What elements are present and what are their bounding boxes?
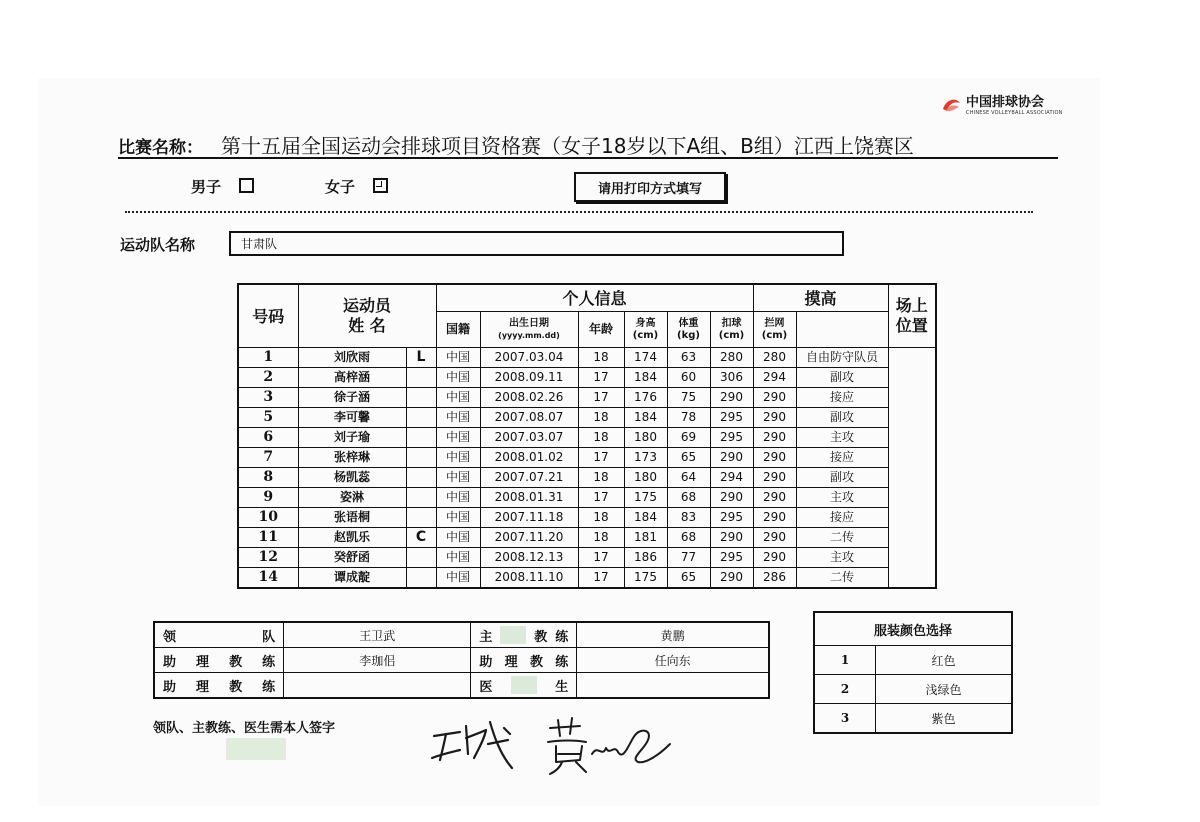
- asst-coach-value-1[interactable]: 李珈佀: [284, 648, 471, 673]
- player-number: 9: [238, 488, 298, 508]
- player-nationality: 中国: [436, 508, 480, 528]
- player-height: 180: [624, 468, 667, 488]
- competition-row: [118, 130, 914, 159]
- leader-label-2: 队: [262, 629, 276, 645]
- player-nationality: 中国: [436, 528, 480, 548]
- asst-coach-label-2: [471, 648, 577, 673]
- asst-coach-label-1: [154, 648, 284, 673]
- player-age: 18: [578, 468, 624, 488]
- player-nationality: 中国: [436, 448, 480, 468]
- player-height: 175: [624, 568, 667, 589]
- asst-2-c2: 理: [504, 654, 518, 670]
- player-number: 2: [238, 368, 298, 388]
- gender-male-label: 男子: [191, 178, 222, 196]
- player-name: 高梓涵: [298, 368, 406, 388]
- player-spike-reach: 294: [710, 468, 753, 488]
- player-position: 接应: [796, 388, 888, 408]
- player-age: 17: [578, 368, 624, 388]
- player-number: 7: [238, 448, 298, 468]
- table-row: [238, 448, 936, 468]
- player-height: 186: [624, 548, 667, 568]
- player-spike-reach: 290: [710, 528, 753, 548]
- player-role-mark: [406, 448, 436, 468]
- player-weight: 60: [667, 368, 710, 388]
- gender-female-label: 女子: [325, 178, 356, 196]
- player-block-reach: 286: [753, 568, 796, 589]
- player-block-reach: 290: [753, 408, 796, 428]
- asst-coach-value-2[interactable]: 任向东: [577, 648, 769, 673]
- header-number: 号码: [238, 284, 298, 348]
- header-height-label: 身高: [635, 317, 656, 329]
- asst-2-c1: 助: [479, 654, 493, 670]
- asst-2-c4: 练: [555, 654, 569, 670]
- player-nationality: 中国: [436, 428, 480, 448]
- player-position: 接应: [796, 448, 888, 468]
- player-birthdate: 2008.01.02: [480, 448, 578, 468]
- player-nationality: 中国: [436, 568, 480, 589]
- player-nationality: 中国: [436, 348, 480, 368]
- player-name: 刘子瑜: [298, 428, 406, 448]
- gender-female[interactable]: [325, 176, 388, 197]
- player-role-mark: [406, 428, 436, 448]
- player-block-reach: 280: [753, 348, 796, 368]
- player-weight: 78: [667, 408, 710, 428]
- player-spike-reach: 295: [710, 548, 753, 568]
- player-spike-reach: 290: [710, 388, 753, 408]
- header-weight-label: 体重: [678, 317, 699, 329]
- player-nationality: 中国: [436, 408, 480, 428]
- table-row: [238, 408, 936, 428]
- head-coach-label-2: 教: [534, 629, 548, 645]
- head-coach-label: [471, 622, 577, 648]
- player-position: 二传: [796, 528, 888, 548]
- player-block-reach: 294: [753, 368, 796, 388]
- player-age: 17: [578, 388, 624, 408]
- player-age: 17: [578, 548, 624, 568]
- player-role-mark: [406, 548, 436, 568]
- header-athlete: [298, 284, 436, 348]
- player-name: 张语桐: [298, 508, 406, 528]
- team-label: 运动队名称: [120, 236, 196, 254]
- header-birth-format: (yyyy.mm.dd): [498, 330, 560, 340]
- header-block-label: 拦网: [764, 317, 785, 329]
- female-checkbox-checked-icon[interactable]: [373, 178, 388, 193]
- uniform-color-table: [813, 611, 1013, 734]
- asst-3-c3: 教: [229, 679, 243, 695]
- color-option-3[interactable]: 紫色: [876, 704, 1013, 734]
- header-reach: 摸高: [753, 284, 888, 312]
- player-number: 11: [238, 528, 298, 548]
- player-number: 10: [238, 508, 298, 528]
- asst-1-c4: 练: [262, 654, 276, 670]
- player-name: 张梓琳: [298, 448, 406, 468]
- player-nationality: 中国: [436, 368, 480, 388]
- header-weight: [667, 312, 710, 348]
- header-personal-info: 个人信息: [436, 284, 753, 312]
- dotted-divider: [125, 211, 1033, 213]
- roster-table: [237, 283, 937, 589]
- player-spike-reach: 280: [710, 348, 753, 368]
- handwritten-signatures: [430, 714, 680, 776]
- gender-male[interactable]: [191, 176, 254, 197]
- header-birth: [480, 312, 578, 348]
- player-height: 180: [624, 428, 667, 448]
- player-birthdate: 2008.11.10: [480, 568, 578, 589]
- color-index-1: 1: [814, 646, 876, 675]
- player-number: 5: [238, 408, 298, 428]
- player-birthdate: 2008.12.13: [480, 548, 578, 568]
- leader-label: [154, 622, 284, 648]
- color-option-2[interactable]: 浅绿色: [876, 675, 1013, 704]
- player-role-mark: L: [406, 348, 436, 368]
- player-position: 主攻: [796, 548, 888, 568]
- player-role-mark: [406, 408, 436, 428]
- header-block-unit: (cm): [761, 329, 788, 341]
- player-birthdate: 2007.03.04: [480, 348, 578, 368]
- table-row: [238, 568, 936, 589]
- header-nationality: 国籍: [436, 312, 480, 348]
- player-spike-reach: 290: [710, 448, 753, 468]
- player-age: 18: [578, 528, 624, 548]
- competition-label: 比赛名称：: [118, 138, 203, 158]
- player-age: 18: [578, 428, 624, 448]
- header-weight-unit: (kg): [677, 329, 700, 341]
- player-position: 主攻: [796, 488, 888, 508]
- player-weight: 75: [667, 388, 710, 408]
- player-name: 李可馨: [298, 408, 406, 428]
- uniform-color-title: 服装颜色选择: [814, 612, 1012, 646]
- player-age: 17: [578, 488, 624, 508]
- player-age: 18: [578, 348, 624, 368]
- doctor-label-1: 医: [479, 679, 493, 695]
- player-spike-reach: 306: [710, 368, 753, 388]
- player-name: 刘欣雨: [298, 348, 406, 368]
- player-position: 副攻: [796, 468, 888, 488]
- player-birthdate: 2007.11.18: [480, 508, 578, 528]
- player-block-reach: 290: [753, 548, 796, 568]
- player-height: 176: [624, 388, 667, 408]
- table-row: [238, 468, 936, 488]
- table-row: [238, 428, 936, 448]
- player-height: 184: [624, 368, 667, 388]
- player-birthdate: 2007.03.07: [480, 428, 578, 448]
- player-weight: 65: [667, 448, 710, 468]
- table-row: [238, 528, 936, 548]
- header-age: 年龄: [578, 312, 624, 348]
- player-name: 徐子涵: [298, 388, 406, 408]
- head-coach-value[interactable]: 黄鹏: [577, 622, 769, 648]
- color-option-1[interactable]: 红色: [876, 646, 1013, 675]
- player-nationality: 中国: [436, 488, 480, 508]
- asst-3-c2: 理: [196, 679, 210, 695]
- player-position: 主攻: [796, 428, 888, 448]
- header-position-2: 位置: [895, 316, 928, 335]
- redaction-smudge-3: [226, 738, 286, 760]
- volleyball-logo-icon: [940, 95, 962, 117]
- header-height-unit: (cm): [632, 329, 659, 341]
- player-height: 181: [624, 528, 667, 548]
- player-number: 12: [238, 548, 298, 568]
- staff-table: [153, 621, 770, 699]
- player-role-mark: [406, 508, 436, 528]
- player-block-reach: 290: [753, 528, 796, 548]
- player-birthdate: 2008.09.11: [480, 368, 578, 388]
- player-number: 1: [238, 348, 298, 368]
- player-age: 18: [578, 508, 624, 528]
- signature-label: 领队、主教练、医生需本人签字: [153, 721, 336, 736]
- player-role-mark: [406, 568, 436, 589]
- player-nationality: 中国: [436, 388, 480, 408]
- player-position: 二传: [796, 568, 888, 589]
- player-role-mark: [406, 368, 436, 388]
- player-position: 副攻: [796, 368, 888, 388]
- player-spike-reach: 295: [710, 508, 753, 528]
- table-row: [238, 368, 936, 388]
- player-role-mark: [406, 388, 436, 408]
- player-position: 接应: [796, 508, 888, 528]
- player-height: 173: [624, 448, 667, 468]
- print-notice: 请用打印方式填写: [574, 172, 726, 202]
- header-birth-label: 出生日期: [509, 317, 549, 329]
- player-block-reach: 290: [753, 508, 796, 528]
- player-name: 癸舒函: [298, 548, 406, 568]
- table-row: [238, 348, 936, 368]
- asst-3-c4: 练: [262, 679, 276, 695]
- header-position: [888, 284, 936, 348]
- player-weight: 64: [667, 468, 710, 488]
- redaction-smudge-2: [511, 676, 537, 694]
- player-spike-reach: 290: [710, 488, 753, 508]
- logo-subtitle: CHINESE VOLLEYBALL ASSOCIATION: [966, 110, 1063, 116]
- head-coach-label-1: 主: [479, 629, 493, 645]
- player-number: 8: [238, 468, 298, 488]
- player-name: 谭成靛: [298, 568, 406, 589]
- player-birthdate: 2008.01.31: [480, 488, 578, 508]
- player-spike-reach: 295: [710, 408, 753, 428]
- header-spike-label: 扣球: [721, 317, 742, 329]
- player-nationality: 中国: [436, 548, 480, 568]
- player-height: 184: [624, 508, 667, 528]
- player-block-reach: 290: [753, 488, 796, 508]
- player-number: 6: [238, 428, 298, 448]
- header-block: [753, 312, 796, 348]
- player-birthdate: 2007.07.21: [480, 468, 578, 488]
- player-weight: 68: [667, 528, 710, 548]
- doctor-label: [471, 673, 577, 699]
- player-position: 自由防守队员: [796, 348, 888, 368]
- player-role-mark: C: [406, 528, 436, 548]
- asst-1-c2: 理: [196, 654, 210, 670]
- leader-label-1: 领: [163, 629, 177, 645]
- player-weight: 65: [667, 568, 710, 589]
- competition-underline: [118, 157, 1058, 159]
- header-athlete-2: 姓 名: [348, 316, 386, 335]
- logo-name: 中国排球协会: [966, 95, 1045, 110]
- header-spike: [710, 312, 753, 348]
- player-age: 17: [578, 568, 624, 589]
- cva-logo: [940, 95, 1063, 117]
- player-weight: 63: [667, 348, 710, 368]
- header-spike-unit: (cm): [718, 329, 745, 341]
- player-position: 副攻: [796, 408, 888, 428]
- redaction-smudge: [500, 626, 526, 644]
- player-number: 3: [238, 388, 298, 408]
- player-weight: 83: [667, 508, 710, 528]
- player-weight: 77: [667, 548, 710, 568]
- table-row: [238, 488, 936, 508]
- player-spike-reach: 295: [710, 428, 753, 448]
- head-coach-label-3: 练: [555, 629, 569, 645]
- team-name-value: 甘肃队: [241, 237, 278, 251]
- table-row: [238, 508, 936, 528]
- player-block-reach: 290: [753, 388, 796, 408]
- table-row: [238, 388, 936, 408]
- player-block-reach: 290: [753, 428, 796, 448]
- player-nationality: 中国: [436, 468, 480, 488]
- leader-value[interactable]: 王卫武: [284, 622, 471, 648]
- player-weight: 68: [667, 488, 710, 508]
- asst-coach-label-3: [154, 673, 284, 699]
- signature-leader: [432, 722, 512, 768]
- player-block-reach: 290: [753, 448, 796, 468]
- color-index-3: 3: [814, 704, 876, 734]
- header-athlete-1: 运动员: [342, 296, 391, 315]
- player-height: 175: [624, 488, 667, 508]
- asst-1-c1: 助: [163, 654, 177, 670]
- player-role-mark: [406, 468, 436, 488]
- asst-2-c3: 教: [529, 654, 543, 670]
- player-height: 174: [624, 348, 667, 368]
- player-name: 杨凯蕊: [298, 468, 406, 488]
- player-age: 17: [578, 448, 624, 468]
- player-birthdate: 2007.08.07: [480, 408, 578, 428]
- player-age: 18: [578, 408, 624, 428]
- player-block-reach: 290: [753, 468, 796, 488]
- player-name: 姿淋: [298, 488, 406, 508]
- male-checkbox-icon[interactable]: [239, 178, 254, 193]
- asst-coach-value-3[interactable]: [284, 673, 471, 699]
- doctor-value[interactable]: [577, 673, 769, 699]
- header-height: [624, 312, 667, 348]
- player-height: 184: [624, 408, 667, 428]
- team-name-field[interactable]: [229, 231, 844, 256]
- player-birthdate: 2007.11.20: [480, 528, 578, 548]
- doctor-label-2: 生: [555, 679, 569, 695]
- asst-3-c1: 助: [163, 679, 177, 695]
- player-name: 赵凯乐: [298, 528, 406, 548]
- color-index-2: 2: [814, 675, 876, 704]
- player-spike-reach: 290: [710, 568, 753, 589]
- competition-name: 第十五届全国运动会排球项目资格赛（女子18岁以下A组、B组）江西上饶赛区: [221, 134, 914, 158]
- asst-1-c3: 教: [229, 654, 243, 670]
- header-position-1: 场上: [895, 296, 928, 315]
- table-row: [238, 548, 936, 568]
- player-weight: 69: [667, 428, 710, 448]
- player-birthdate: 2008.02.26: [480, 388, 578, 408]
- player-number: 14: [238, 568, 298, 589]
- player-role-mark: [406, 488, 436, 508]
- signature-coach: [548, 718, 670, 774]
